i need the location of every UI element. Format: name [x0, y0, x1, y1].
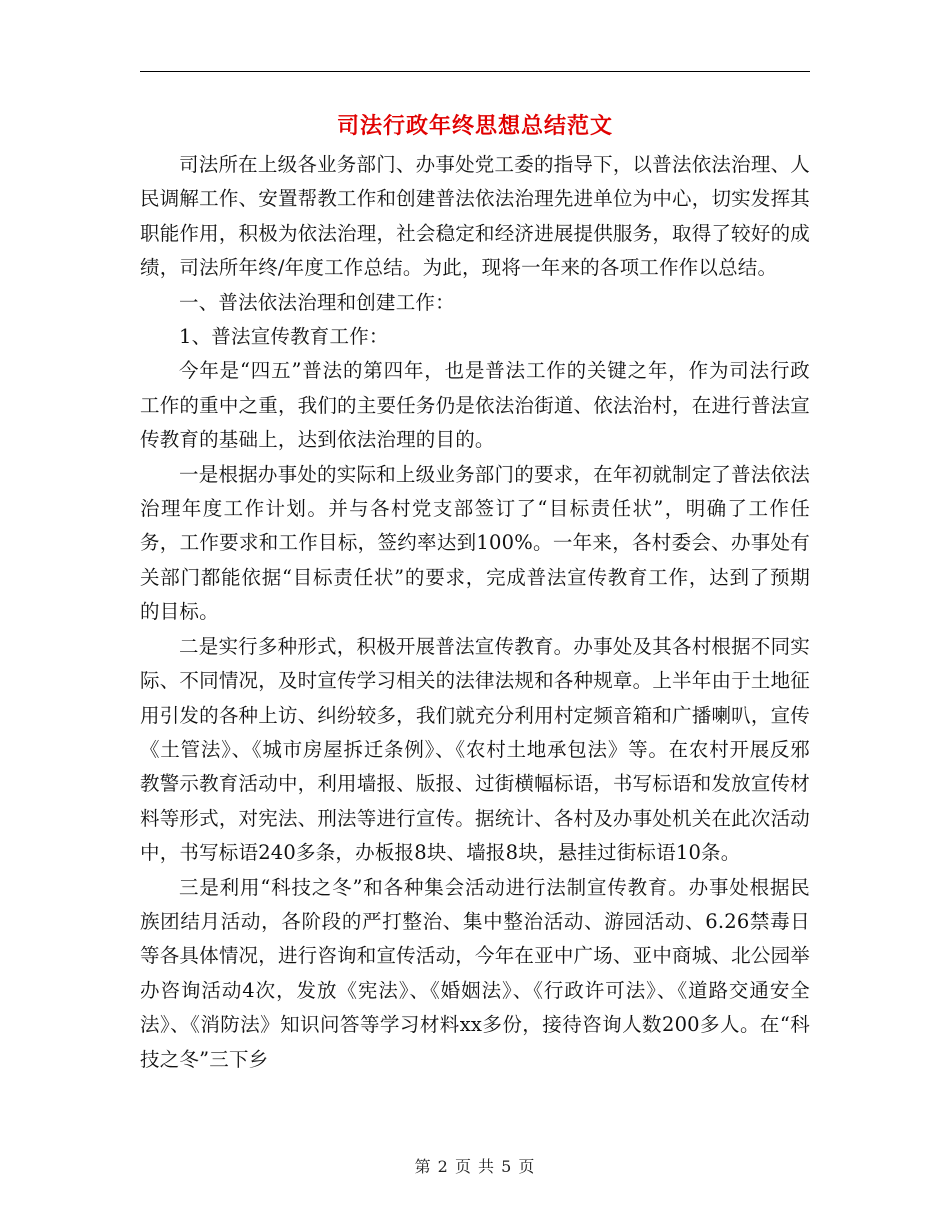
- header-rule: [140, 71, 810, 72]
- paragraph-intro: 司法所在上级各业务部门、办事处党工委的指导下，以普法依法治理、人民调解工作、安置帮教工作和创建普法依法治理先进单位为中心，切实发挥其职能作用，积极为依法治理，社会稳定和经济进展提供服务，取得了较好的成绩，司法所年终/年度工作总结。为此，现将一年来的各项工作作以总结。: [140, 153, 810, 280]
- subsection-heading-1: 1、普法宣传教育工作：: [179, 325, 389, 349]
- paragraph-point-3: 三是利用“科技之冬”和各种集会活动进行法制宣传教育。办事处根据民族团结月活动，各阶段的严打整治、集中整治活动、游园活动、6.26禁毒日等各具体情况，进行咨询和宣传活动，今年在亚中广场、亚中商城、北公园举办咨询活动4次，发放《宪法》、《婚姻法》、《行政许可法》、《道路交通安全法》、《消防法》知识问答等学习材料xx多份，接待咨询人数200多人。在“科技之冬”三下乡: [140, 875, 810, 1071]
- document-title: 司法行政年终思想总结范文: [336, 113, 613, 139]
- paragraph-overview: 今年是“四五”普法的第四年，也是普法工作的关键之年，作为司法行政工作的重中之重，我们的主要任务仍是依法治街道、依法治村，在进行普法宣传教育的基础上，达到依法治理的目的。: [140, 359, 810, 452]
- paragraph-point-1: 一是根据办事处的实际和上级业务部门的要求，在年初就制定了普法依法治理年度工作计划。并与各村党支部签订了“目标责任状”，明确了工作任务，工作要求和工作目标，签约率达到100%。一年来，各村委会、办事处有关部门都能依据“目标责任状”的要求，完成普法宣传教育工作，达到了预期的目标。: [140, 462, 810, 624]
- page-number-footer: 第 2 页 共 5 页: [414, 1157, 536, 1176]
- paragraph-point-2: 二是实行多种形式，积极开展普法宣传教育。办事处及其各村根据不同实际、不同情况，及时宣传学习相关的法律法规和各种规章。上半年由于土地征用引发的各种上访、纠纷较多，我们就充分利用村定频音箱和广播喇叭，宣传《土管法》、《城市房屋拆迁条例》、《农村土地承包法》等。在农村开展反邪教警示教育活动中，利用墙报、版报、过街横幅标语，书写标语和发放宣传材料等形式，对宪法、刑法等进行宣传。据统计、各村及办事处机关在此次活动中，书写标语240多条，办板报8块、墙报8块，悬挂过街标语10条。: [140, 634, 810, 865]
- document-body: [140, 148, 810, 1077]
- section-heading-1: 一、普法依法治理和创建工作：: [179, 290, 455, 314]
